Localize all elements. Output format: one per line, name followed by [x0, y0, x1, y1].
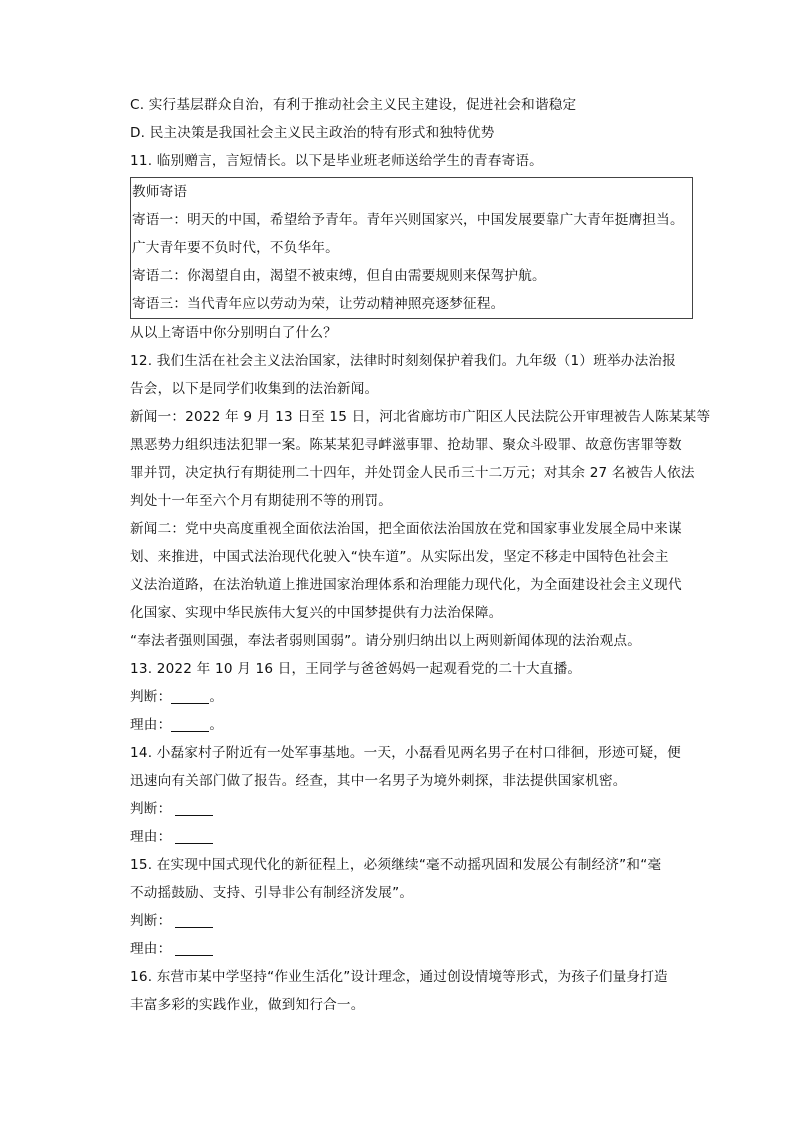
option-d: D. 民主决策是我国社会主义民主政治的特有形式和独特优势 — [130, 125, 495, 141]
question-12-prompt: “奉法者强则国强，奉法者弱则国弱”。请分别归纳出以上两则新闻体现的法治观点。 — [130, 633, 642, 649]
question-11-prompt: 从以上寄语中你分别明白了什么？ — [130, 325, 337, 341]
news-1: 新闻一：2022 年 9 月 13 日至 15 日，河北省廊坊市广阳区人民法院公开审理被告人陈某某等 — [130, 409, 711, 425]
news-2-cont: 化国家、实现中华民族伟大复兴的中国梦提供有力法治保障。 — [130, 605, 503, 621]
option-c: C. 实行基层群众自治，有利于推动社会主义民主建设，促进社会和谐稳定 — [130, 97, 577, 113]
question-13: 13. 2022 年 10 月 16 日，王同学与爸爸妈妈一起观看党的二十大直播。 — [130, 661, 582, 677]
q14-reason-row — [130, 823, 695, 851]
q15-reason-row — [130, 935, 695, 963]
news-2-cont: 义法治道路，在法治轨道上推进国家治理体系和治理能力现代化，为全面建设社会主义现代 — [130, 577, 682, 593]
q13-reason-row — [130, 711, 695, 739]
question-15: 15. 在实现中国式现代化的新征程上，必须继续“毫不动摇巩固和发展公有制经济”和“毫 — [130, 857, 662, 873]
question-12: 12. 我们生活在社会主义法治国家，法律时时刻刻保护着我们。九年级（1）班举办法治报 — [130, 353, 676, 369]
q14-judge-row — [130, 795, 695, 823]
teacher-message-box — [130, 177, 693, 319]
news-1-cont: 判处十一年至六个月有期徒刑不等的刑罚。 — [130, 493, 393, 509]
reason-blank[interactable] — [175, 828, 213, 844]
period: 。 — [209, 689, 224, 705]
box-title: 教师寄语 — [132, 184, 188, 200]
news-1-cont: 罪并罚，决定执行有期徒刑二十四年，并处罚金人民币三十二万元；对其余 27 名被告人依法 — [130, 465, 695, 481]
reason-blank[interactable] — [175, 940, 213, 956]
q13-judge-row — [130, 683, 695, 711]
question-14: 14. 小磊家村子附近有一处军事基地。一天，小磊看见两名男子在村口徘徊，形迹可疑，便 — [130, 745, 681, 761]
question-12-cont: 告会，以下是同学们收集到的法治新闻。 — [130, 381, 379, 397]
message-3: 寄语三：当代青年应以劳动为荣，让劳动精神照亮逐梦征程。 — [132, 296, 505, 312]
question-11: 11. 临别赠言，言短情长。以下是毕业班老师送给学生的青春寄语。 — [130, 153, 543, 169]
news-2-cont: 划、来推进，中国式法治现代化驶入“快车道”。从实际出发，坚定不移走中国特色社会主 — [130, 549, 669, 565]
judge-label: 判断： — [130, 801, 172, 817]
news-1-cont: 黑恶势力组织违法犯罪一案。陈某某犯寻衅滋事罪、抢劫罪、聚众斗殴罪、故意伤害罪等数 — [130, 437, 682, 453]
judge-blank[interactable] — [175, 912, 213, 928]
judge-label: 判断： — [130, 913, 172, 929]
q15-judge-row — [130, 907, 695, 935]
reason-label: 理由： — [130, 717, 172, 733]
message-1-cont: 广大青年要不负时代，不负华年。 — [132, 240, 339, 256]
question-14-cont: 迅速向有关部门做了报告。经查，其中一名男子为境外刺探，非法提供国家机密。 — [130, 773, 627, 789]
period: 。 — [209, 717, 224, 733]
reason-blank[interactable] — [171, 716, 209, 732]
question-16: 16. 东营市某中学坚持“作业生活化”设计理念，通过创设情境等形式，为孩子们量身打造 — [130, 969, 668, 985]
reason-label: 理由： — [130, 941, 172, 957]
document-page — [130, 91, 711, 1019]
message-2: 寄语二：你渴望自由，渴望不被束缚，但自由需要规则来保驾护航。 — [132, 268, 546, 284]
question-16-cont: 丰富多彩的实践作业，做到知行合一。 — [130, 997, 365, 1013]
judge-blank[interactable] — [175, 800, 213, 816]
judge-blank[interactable] — [171, 688, 209, 704]
message-1: 寄语一：明天的中国，希望给予青年。青年兴则国家兴，中国发展要靠广大青年挺膺担当。 — [132, 212, 684, 228]
reason-label: 理由： — [130, 829, 172, 845]
news-2: 新闻二：党中央高度重视全面依法治国，把全面依法治国放在党和国家事业发展全局中来谋 — [130, 521, 682, 537]
judge-label: 判断： — [130, 689, 172, 705]
question-15-cont: 不动摇鼓励、支持、引导非公有制经济发展”。 — [130, 885, 414, 901]
